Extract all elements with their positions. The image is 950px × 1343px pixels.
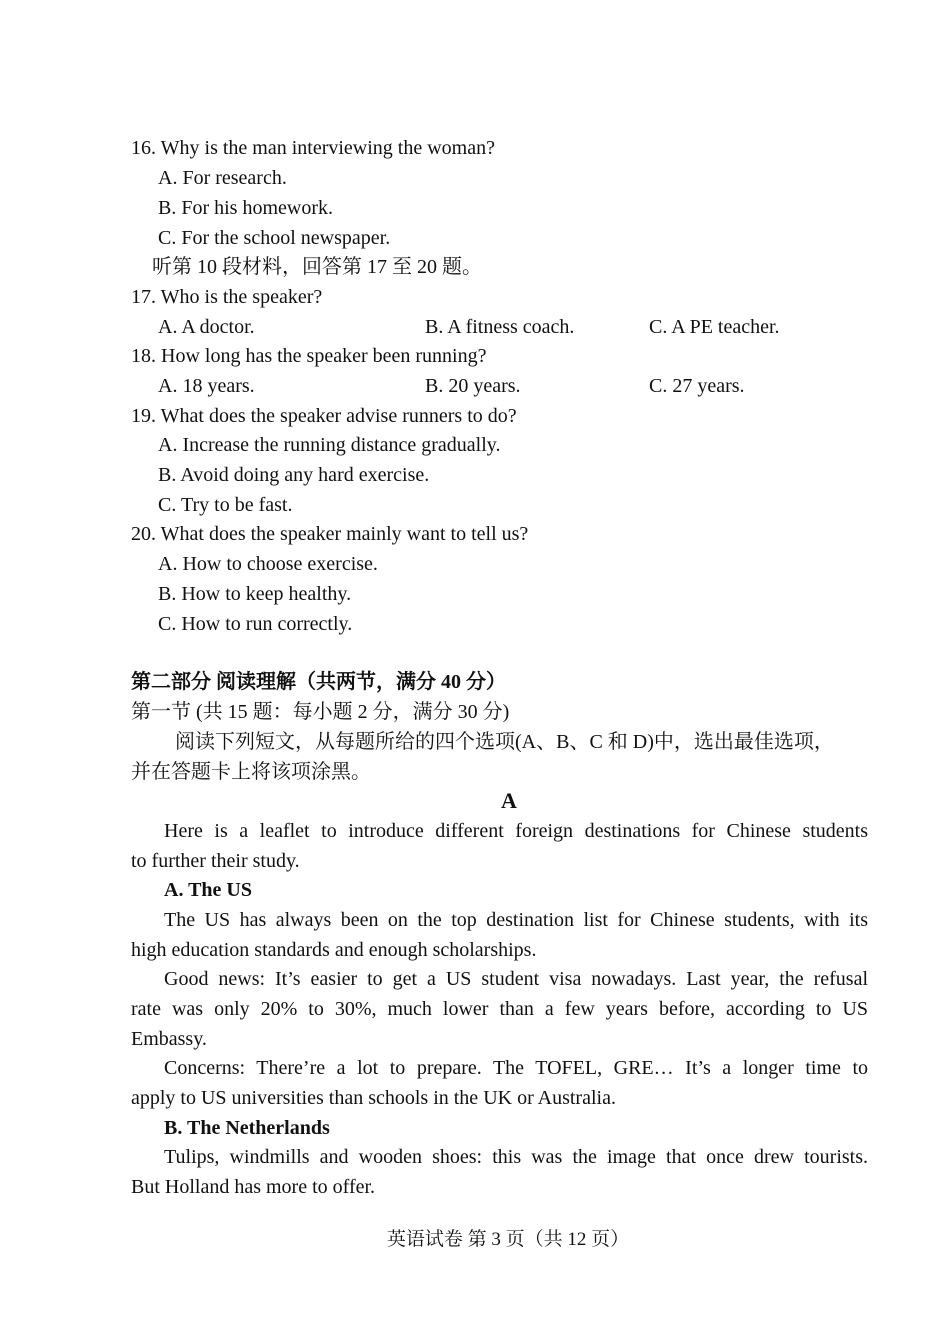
us-paragraph1-line2: high education standards and enough scholarships. <box>131 939 537 961</box>
q20-option-b: B. How to keep healthy. <box>158 583 352 605</box>
q18-question: 18. How long has the speaker been running? <box>131 345 487 367</box>
netherlands-paragraph1-line1: Tulips, windmills and wooden shoes: this was the image that once drew tourists. <box>164 1146 868 1168</box>
page-footer: 英语试卷 第 3 页（共 12 页） <box>386 1229 630 1250</box>
q20-option-a: A. How to choose exercise. <box>158 553 378 575</box>
reading-directions-line1: 阅读下列短文，从每题所给的四个选项(A、B、C 和 D)中，选出最佳选项， <box>175 731 834 753</box>
reading-directions-line2: 并在答题卡上将该项涂黑。 <box>131 761 371 783</box>
q16-option-a: A. For research. <box>158 167 287 189</box>
q16-option-c: C. For the school newspaper. <box>158 227 391 249</box>
passage-label: A <box>501 788 517 813</box>
us-paragraph3-line1: Concerns: There’re a lot to prepare. The TOFEL, GRE… It’s a longer time to <box>164 1057 868 1079</box>
us-paragraph2-line3: Embassy. <box>131 1028 207 1050</box>
q17-option-c: C. A PE teacher. <box>649 316 780 338</box>
q19-option-a: A. Increase the running distance gradually. <box>158 434 501 456</box>
q18-option-c: C. 27 years. <box>649 375 745 397</box>
q16-question: 16. Why is the man interviewing the woman? <box>131 137 495 159</box>
q19-question: 19. What does the speaker advise runners to do? <box>131 405 517 427</box>
q16-option-b: B. For his homework. <box>158 197 333 219</box>
netherlands-paragraph1-line2: But Holland has more to offer. <box>131 1176 376 1198</box>
us-paragraph1-line1: The US has always been on the top destination list for Chinese students, with its <box>164 909 868 931</box>
q17-option-a: A. A doctor. <box>158 316 255 338</box>
q20-question: 20. What does the speaker mainly want to tell us? <box>131 523 529 545</box>
passage-intro-line2: to further their study. <box>131 850 300 872</box>
q19-option-c: C. Try to be fast. <box>158 494 293 516</box>
q17-option-b: B. A fitness coach. <box>425 316 575 338</box>
netherlands-heading: B. The Netherlands <box>164 1117 330 1139</box>
q20-option-c: C. How to run correctly. <box>158 613 353 635</box>
passage-intro-line1: Here is a leaflet to introduce different foreign destinations for Chinese students <box>164 820 868 842</box>
q18-option-a: A. 18 years. <box>158 375 255 397</box>
listening-instruction-10: 听第 10 段材料，回答第 17 至 20 题。 <box>152 256 482 278</box>
part2-heading: 第二部分 阅读理解（共两节，满分 40 分） <box>131 671 506 693</box>
us-paragraph2-line2: rate was only 20% to 30%, much lower than a few years before, according to US <box>131 998 868 1020</box>
us-paragraph2-line1: Good news: It’s easier to get a US student visa nowadays. Last year, the refusal <box>164 968 868 990</box>
section1-heading: 第一节 (共 15 题：每小题 2 分，满分 30 分) <box>131 701 510 723</box>
q18-option-b: B. 20 years. <box>425 375 521 397</box>
us-paragraph3-line2: apply to US universities than schools in the UK or Australia. <box>131 1087 616 1109</box>
q17-question: 17. Who is the speaker? <box>131 286 323 308</box>
us-heading: A. The US <box>164 879 252 901</box>
q19-option-b: B. Avoid doing any hard exercise. <box>158 464 430 486</box>
